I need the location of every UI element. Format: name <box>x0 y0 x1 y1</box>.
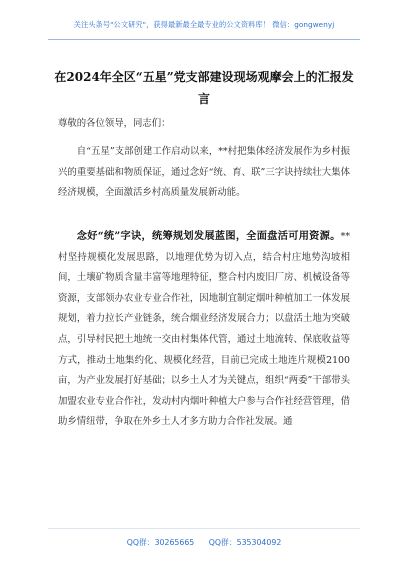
header-divider <box>48 39 360 40</box>
header-notice: 关注头条号"公文研究"，获得最新最全最专业的公文资料库！ 微信：gongwenyj <box>73 20 335 29</box>
qq-group-1: QQ群：30265665 <box>126 538 195 547</box>
salutation: 尊敬的各位领导，同志们： <box>58 118 171 129</box>
footer-divider <box>48 528 360 529</box>
qq-group-2: QQ群：535304092 <box>208 538 282 547</box>
paragraph-heading: 念好“统”字诀，统筹规划发展蓝图，全面盘活可用资源。 <box>76 230 341 242</box>
paragraph-body: **村坚持规模化发展思路，以地理优势为切入点，结合村庄地势沟坡相间，土壤矿物质含量丰富等地理特征，整合村内废旧厂房、机械设备等资源，支部领办农业专业合作社，因地制宜制定烟叶种植加工一体发展规划，着力拉长产业链条，统合烟业经济发展合力；以盘活土地为突破点，引导村民把土地统一交由村集体代管，通过土地流转、保底收益等方式，推动土地集约化、规模化经营，目前已完成土地连片规模2100亩，为产业发展打好基础；以乡土人才为关键点，组织“两委”干部带头加盟农业专业合作社，发动村内烟叶种植大户参与合作社经营管理，借助乡情纽带，争取在外乡土人才多方助力合作社发展。通 <box>58 231 350 428</box>
paragraph-tong <box>58 226 350 433</box>
paragraph-intro: 自“五星”支部创建工作启动以来，**村把集体经济发展作为乡村振兴的重要基础和物质保证，通过念好“统、育、联”三字诀持续壮大集体经济规模，全面激活乡村高质量发展新动能。 <box>58 146 350 199</box>
footer-contacts <box>48 537 360 548</box>
document-title: 在2024年全区“五星”党支部建设现场观摩会上的汇报发言 <box>54 70 354 106</box>
